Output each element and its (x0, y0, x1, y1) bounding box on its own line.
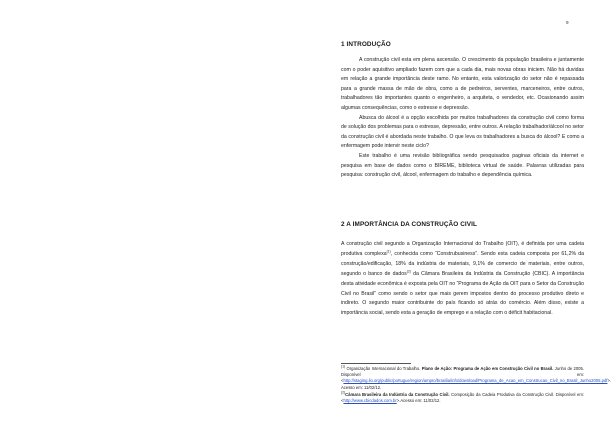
importancia-paragraph: A construção civil segundo a Organização Internacional do Trabalho (OIT), é definida por uma cadeia produtiva complexa$^{(1)}$, conhecida como “Construbusiness”. Sendo esta cadeia composta por 61,2% da construção/edificação, 18% da indústria de materiais, 9,1% de comercio de materiais, entre outros, segundo o banco de dados$^{(2)}$ da Câmara Brasileira da Indústria da Construção (CBIC). A importância desta atividade econômica é exposta pela OIT no “Programa de Ação da OIT para o Setor da Construção Civil no Brasil” como sendo o setor que mais gerem impostos dentro do processo produtivo direto e indireto. O segundo maior contribuinte do país ficando só atrás do comércio. Além disso, existe a importância social, sendo esta a geração de emprego e a relação com o déficit habitacional. (341, 241, 584, 317)
footnote-ref-2[interactable]: (2) (406, 268, 411, 273)
page-number: 9 (566, 20, 569, 25)
section-heading-introducao: 1 INTRODUÇÃO (341, 41, 391, 48)
section-1-body (341, 56, 584, 181)
intro-paragraph-3: Este trabalho é uma revisão bibliográfica sendo pesquisados paginas oficiais da internet e pesquisa em base de dados como o BIREME, biblioteca virtual de saúde. Palavras utilizadas para pesquisa: construção civil, álcool, enfermagem do trabalho e dependência química. (341, 152, 584, 179)
intro-paragraph-1: A construção civil esta em plena ascensão. O crescimento da população brasileira e juntamente com o poder aquisitivo ampliado fazem com que a cada dia, mais novas obras iniciem. Não há duvidas em relação a grande importância deste ramo. No entanto, esta valorização do setor não é repassada para a grande massa de mão de obra, como a de pedreiros, serventes, marceneiros, entre outros, trabalhadores tão importantes quanto o engenheiro, a arquiteta, o vendedor, etc. Ocasionando assim algumas consequências, como o estresse e depressão. (341, 57, 584, 111)
section-heading-importancia: 2 A IMPORTÂNCIA DA CONSTRUÇÃO CIVIL (341, 221, 478, 228)
footnote-divider (341, 363, 411, 364)
footnote-1-link[interactable]: http://staging.ilo.org/public/portugue/region/ampro/brasilia/info/download/Programa_de_Acao_em_Construcao_Civil_no_Brasil_Junho2005.pdf (343, 378, 608, 384)
footnote-ref-1[interactable]: (1) (386, 249, 391, 254)
footnote-1: $^{(1)}$ Organização Internacional do Trabalho. Plano de Ação: Programa de Ação em Construção Civil no Brasil. Junho de 2005. Disponível em:<http://staging.ilo.org/public/portugue/region/ampro/brasilia/info/download/Programa_de_Acao_em_Construcao_Civil_no_Brasil_Junho2005.pdf>. Acesso em: 11/02/12. (341, 364, 611, 390)
intro-paragraph-2: Abusca do álcool é a opção escolhida por muitos trabalhadores da construção civil como forma de solução dos problemas para o estresse, depressão, entre outros. A relação trabalhador/álcool no setor da construção civil é abordada neste trabalho. O que leva os trabalhadores a busca do álcool? E como a enfermagem pode intervir neste ciclo? (341, 114, 584, 150)
footnote-2-link[interactable]: http://www.cbicdados.com.br (343, 398, 397, 404)
footnote-2: $^{(2)}$Câmara Brasileira da Indústria da Construção Civil. Composição da Cadeia Produtiva da Construção Civil. Disponível em: <http://www.cbicdados.com.br>.Acesso em: 11/02/12. (341, 390, 584, 404)
section-2-body (341, 240, 584, 319)
